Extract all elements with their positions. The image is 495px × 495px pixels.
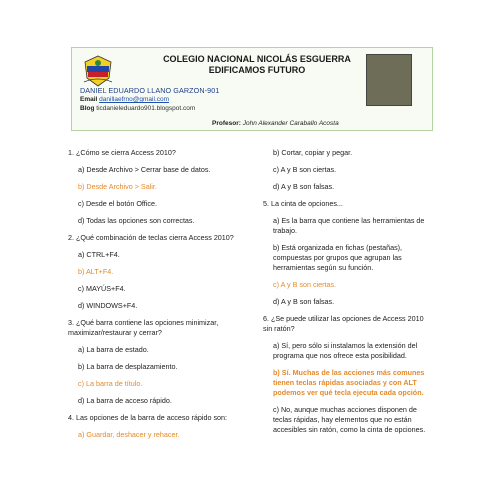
option-6a: a) Sí, pero sólo si instalamos la extensión del programa que nos ofrece esta posibilidad. — [273, 341, 418, 360]
professor-label: Profesor: — [212, 120, 241, 127]
left-column — [68, 148, 243, 447]
option-6c: c) No, aunque muchas acciones disponen de teclas rápidas, hay elementos que no están accesibles sin ratón, como la cinta de opciones. — [273, 405, 426, 434]
option-4a-answer: a) Guardar, deshacer y rehacer. — [78, 430, 180, 439]
question-1: 1. ¿Cómo se cierra Access 2010? — [68, 148, 176, 157]
question-3: 3. ¿Qué barra contiene las opciones minimizar, maximizar/restaurar y cerrar? — [68, 318, 219, 337]
option-4b: b) Cortar, copiar y pegar. — [273, 148, 353, 157]
student-name: DANIEL EDUARDO LLANO GARZON-901 — [80, 86, 220, 95]
email-line — [80, 96, 169, 103]
student-photo — [366, 54, 412, 106]
email-link[interactable]: danillaefrno@gmail.com — [99, 96, 169, 103]
school-name: COLEGIO NACIONAL NICOLÁS ESGUERRA — [163, 54, 351, 64]
option-3b: b) La barra de desplazamiento. — [78, 362, 178, 371]
option-1d: d) Todas las opciones son correctas. — [78, 216, 195, 225]
option-4d: d) A y B son falsas. — [273, 182, 335, 191]
option-5b: b) Está organizada en fichas (pestañas), compuestas por grupos que agrupan las herramientas según su función. — [273, 243, 403, 272]
document-header — [71, 47, 433, 131]
option-2b-answer: b) ALT+F4. — [78, 267, 114, 276]
school-motto: EDIFICAMOS FUTURO — [208, 65, 306, 75]
question-2: 2. ¿Qué combinación de teclas cierra Access 2010? — [68, 233, 234, 242]
professor-line — [212, 120, 339, 127]
question-6: 6. ¿Se puede utilizar las opciones de Access 2010 sin ratón? — [263, 314, 424, 333]
option-5d: d) A y B son falsas. — [273, 297, 335, 306]
option-5a: a) Es la barra que contiene las herramientas de trabajo. — [273, 216, 425, 235]
option-1a: a) Desde Archivo > Cerrar base de datos. — [78, 165, 211, 174]
option-3c-answer: c) La barra de título. — [78, 379, 143, 388]
option-3a: a) La barra de estado. — [78, 345, 149, 354]
option-2c: c) MAYÚS+F4. — [78, 284, 126, 293]
option-2d: d) WINDOWS+F4. — [78, 301, 138, 310]
blog-url: ticdanieleduardo901.blogspot.com — [96, 105, 196, 112]
option-3d: d) La barra de acceso rápido. — [78, 396, 172, 405]
blog-label: Blog — [80, 105, 95, 112]
option-4c: c) A y B son ciertas. — [273, 165, 337, 174]
option-5c-answer: c) A y B son ciertas. — [273, 280, 337, 289]
question-5: 5. La cinta de opciones... — [263, 199, 343, 208]
professor-name: John Alexander Caraballo Acosta — [242, 120, 339, 127]
blog-line — [80, 105, 195, 112]
email-label: Email — [80, 96, 98, 103]
option-1c: c) Desde el botón Office. — [78, 199, 157, 208]
right-column — [263, 148, 428, 442]
school-crest-icon — [81, 54, 115, 88]
question-4: 4. Las opciones de la barra de acceso rápido son: — [68, 413, 228, 422]
option-6b-answer: b) Sí. Muchas de las acciones más comunes tienen teclas rápidas asociadas y con ALT podemos ver qué tecla ejecuta cada opción. — [273, 368, 425, 397]
option-1b-answer: b) Desde Archivo > Salir. — [78, 182, 157, 191]
option-2a: a) CTRL+F4. — [78, 250, 120, 259]
